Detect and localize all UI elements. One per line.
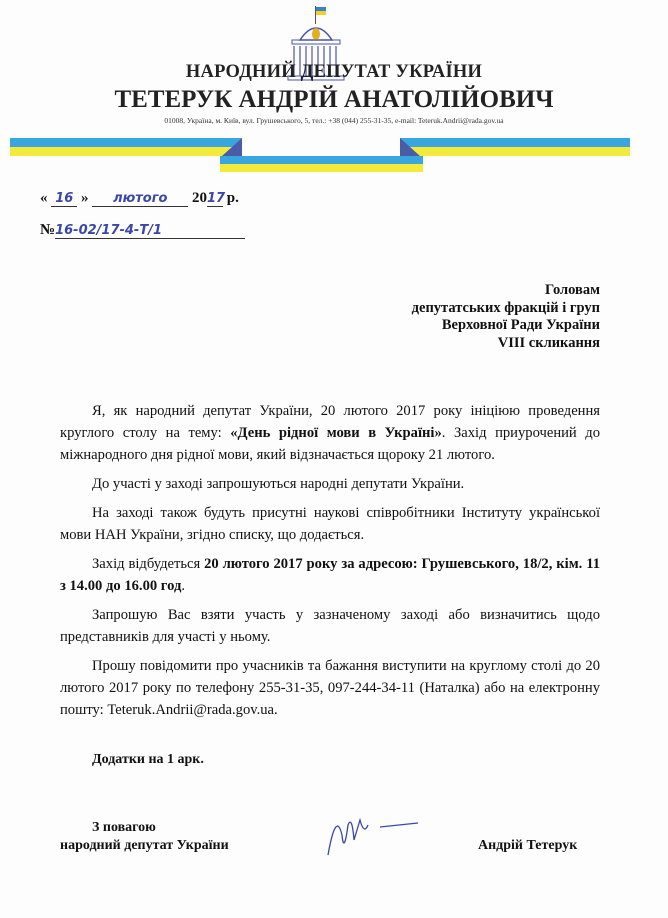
addressee-line: депутатських фракцій і груп xyxy=(411,299,600,316)
paragraph: Я, як народний депутат України, 20 лютого 2017 року ініціюю проведення круглого столу на тему: «День рідної мови в Україні». Захід приурочений до міжнародного дня рідної мови, який відзначається щороку 21 лютого. xyxy=(60,403,600,463)
paragraph: Захід відбудеться 20 лютого 2017 року за адресою: Грушевського, 18/2, кім. 11 з 14.00 до 16.00 год. xyxy=(60,556,600,594)
quote-close: » xyxy=(81,190,89,206)
signer-name: Андрій Тетерук xyxy=(478,838,578,853)
letter-body xyxy=(60,400,600,728)
attachments-note: Додатки на 1 арк. xyxy=(92,752,204,767)
date-year-suffix: 17 xyxy=(207,191,226,206)
reference-line xyxy=(40,222,245,239)
paragraph: До участі у заході запрошуються народні депутати України. xyxy=(92,476,465,492)
addressee-block xyxy=(412,282,600,352)
header-name: ТЕТЕРУК АНДРІЙ АНАТОЛІЙОВИЧ xyxy=(114,86,554,113)
date-month: лютого xyxy=(92,191,188,207)
paragraph: На заході також будуть присутні наукові співробітники Інституту української мови НАН України, згідно списку, що додається. xyxy=(60,505,600,543)
closing-position: народний депутат України xyxy=(60,838,229,853)
handwritten-signature xyxy=(318,805,428,865)
flag-ribbon xyxy=(0,135,668,175)
addressee-line: VIII скликання xyxy=(497,334,600,351)
addressee-line: Головам xyxy=(545,282,600,298)
quote-open: « xyxy=(40,190,48,206)
date-year-label: р. xyxy=(226,190,239,206)
date-line xyxy=(40,190,239,207)
reference-number: 16-02/17-4-Т/1 xyxy=(55,223,245,239)
header-title: НАРОДНИЙ ДЕПУТАТ УКРАЇНИ xyxy=(185,62,483,82)
reference-label: № xyxy=(40,222,56,238)
date-day: 16 xyxy=(51,191,77,207)
paragraph: Прошу повідомити про учасників та бажання виступити на круглому столі до 20 лютого 2017 року по телефону 255-31-35, 097-244-34-11 (Наталка) або на електронну пошту: Teteruk.Andrii@rada.gov.ua. xyxy=(60,658,600,718)
closing-regards: З повагою xyxy=(92,820,156,835)
paragraph: Запрошую Вас взяти участь у зазначеному заході або визначитись щодо представників для участі у ньому. xyxy=(60,607,600,645)
header-address: 01008, Україна, м. Київ, вул. Грушевського, 5, тел.: +38 (044) 255-31-35, e-mail: Teteruk.Andrii@rada.gov.ua xyxy=(164,116,504,125)
date-year-prefix: 20 xyxy=(192,190,207,206)
addressee-line: Верховної Ради України xyxy=(441,317,600,333)
